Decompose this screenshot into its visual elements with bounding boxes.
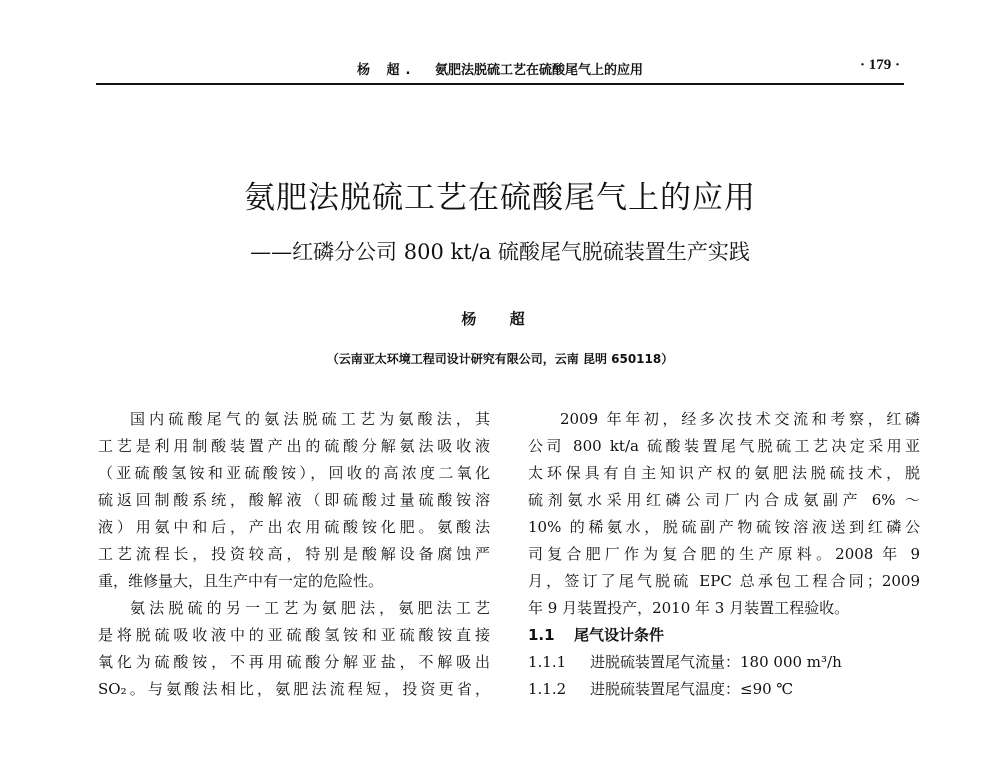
- section-heading: [528, 622, 920, 649]
- subsection-text: 进脱硫装置尾气流量：180 000 m³/h: [590, 653, 842, 671]
- page-number: · 179 ·: [859, 57, 900, 73]
- article-affiliation: （云南亚太环境工程司设计研究有限公司，云南 昆明 650118）: [326, 352, 674, 366]
- paragraph-line: 10% 的稀氨水，脱硫副产物硫铵溶液送到红磷公: [528, 518, 920, 536]
- article-title: 氨肥法脱硫工艺在硫酸尾气上的应用: [244, 180, 756, 216]
- left-column: [98, 406, 490, 703]
- paragraph-line: 重，维修量大，且生产中有一定的危险性。: [98, 572, 384, 590]
- paragraph-line: 液）用氨中和后，产出农用硫酸铵化肥。氨酸法: [98, 518, 490, 536]
- subsection-number: 1.1.2: [528, 680, 567, 698]
- section-title: 尾气设计条件: [574, 626, 665, 644]
- paragraph-line: 硫返回制酸系统，酸解液（即硫酸过量硫酸铵溶: [98, 491, 490, 509]
- paragraph-line: 工艺流程长，投资较高，特别是酸解设备腐蚀严: [98, 545, 490, 563]
- paragraph-line: 工艺是利用制酸装置产出的硫酸分解氨法吸收液: [98, 437, 490, 455]
- section-number: 1.1: [528, 626, 555, 644]
- running-head-text: [96, 59, 904, 78]
- running-head: [96, 55, 904, 85]
- paragraph-line: 月，签订了尾气脱硫 EPC 总承包工程合同；2009: [528, 572, 920, 590]
- paragraph-line: 2009 年年初，经多次技术交流和考察，红磷: [560, 410, 920, 428]
- running-head-title: 氨肥法脱硫工艺在硫酸尾气上的应用: [434, 63, 643, 78]
- paragraph-line: 司复合肥厂作为复合肥的生产原料。2008 年 9: [528, 545, 920, 563]
- paragraph-line: 公司 800 kt/a 硫酸装置尾气脱硫工艺决定采用亚: [528, 437, 920, 455]
- right-column: [528, 406, 920, 703]
- running-head-author: 杨 超.: [356, 63, 417, 78]
- paragraph-line: SO₂。与氨酸法相比，氨肥法流程短，投资更省，: [98, 680, 490, 698]
- paragraph-line: 硫剂氨水采用红磷公司厂内合成氨副产 6% ～: [528, 491, 920, 509]
- subsection-number: 1.1.1: [528, 653, 567, 671]
- article-subtitle: ——红磷分公司 800 kt/a 硫酸尾气脱硫装置生产实践: [250, 240, 750, 264]
- subsection-item: [528, 649, 920, 676]
- paragraph-line: 太环保具有自主知识产权的氨肥法脱硫技术，脱: [528, 464, 920, 482]
- paragraph-line: 国内硫酸尾气的氨法脱硫工艺为氨酸法，其: [130, 410, 490, 428]
- paragraph-line: 氧化为硫酸铵，不再用硫酸分解亚盐，不解吸出: [98, 653, 490, 671]
- subsection-item: [528, 676, 920, 703]
- article-author: 杨 超: [461, 310, 539, 328]
- subsection-text: 进脱硫装置尾气温度：≤90 ℃: [590, 680, 794, 698]
- paragraph-line: （亚硫酸氢铵和亚硫酸铵），回收的高浓度二氧化: [98, 464, 490, 482]
- paragraph-line: 年 9 月装置投产，2010 年 3 月装置工程验收。: [528, 599, 850, 617]
- paragraph-line: 氨法脱硫的另一工艺为氨肥法，氨肥法工艺: [130, 599, 490, 617]
- paragraph-line: 是将脱硫吸收液中的亚硫酸氢铵和亚硫酸铵直接: [98, 626, 490, 644]
